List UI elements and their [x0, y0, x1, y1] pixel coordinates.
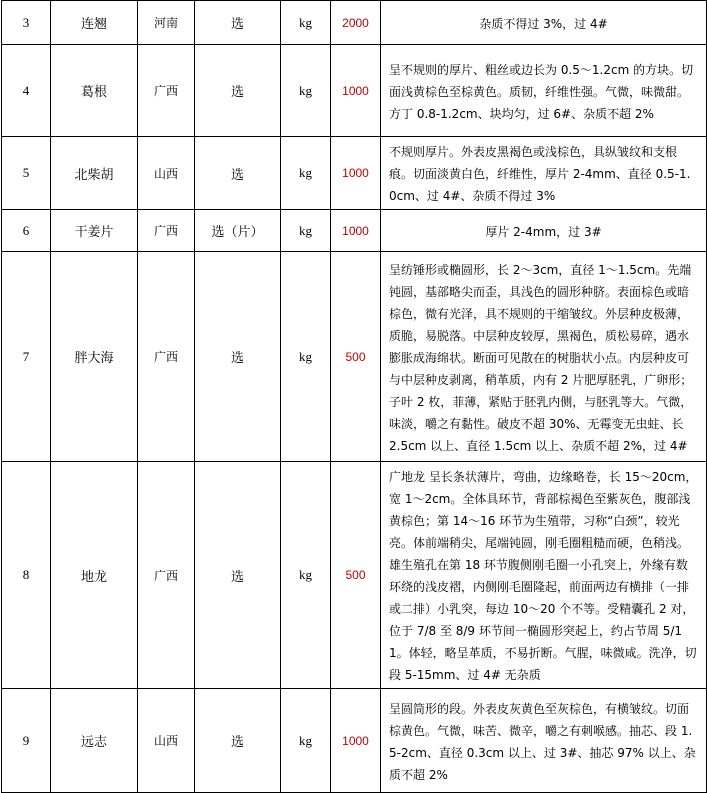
- grade: 选: [195, 1, 281, 45]
- herb-name: 地龙: [51, 462, 138, 689]
- quality-requirement-text: 呈纺锤形或椭圆形，长 2～3cm，直径 1～1.5cm。先端钝圆，基部略尖而歪，具浅色的圆形种脐。表面棕色或暗棕色，微有光泽，具不规则的干缩皱纹。外层种皮极薄，质脆，易脱落。中层种皮较厚，黑褐色，质松易碎，遇水膨胀成海绵状。断面可见散在的树脂状小点。内层种皮可与中层种皮剥离，稍革质，内有 2 片肥厚胚乳，广卵形；子叶 2 枚，菲薄，紧贴于胚乳内侧，与胚乳等大。气微，味淡，嚼之有黏性。破皮不超 30%、无霉变无虫蛀、长 2.5cm 以上、直径 1.5cm 以上、杂质不超 2%，过 4#: [389, 262, 693, 453]
- herb-name: 胖大海: [51, 252, 138, 462]
- grade: 选: [195, 689, 281, 793]
- quality-requirement-text: 呈不规则的厚片、粗丝或边长为 0.5～1.2cm 的方块。切面浅黄棕色至棕黄色。质韧，纤维性强。气微，味微甜。方丁 0.8-1.2cm、块均匀，过 6#、杂质不超 2%: [389, 62, 694, 121]
- quality-requirement: [381, 1, 707, 45]
- table-row: [2, 252, 707, 462]
- grade: 选: [195, 137, 281, 210]
- unit: kg: [281, 137, 331, 210]
- row-number: 8: [2, 462, 51, 689]
- origin: 山西: [138, 689, 195, 793]
- origin: 广西: [138, 45, 195, 137]
- quality-requirement-text: 呈圆筒形的段。外表皮灰黄色至灰棕色，有横皱纹。切面棕黄色。气微，味苦、微辛，嚼之有刺喉感。抽芯、段 1.5-2cm、直径 0.3cm 以上、过 3#、抽芯 97% 以上、杂质不超 2%: [389, 701, 696, 782]
- origin: 山西: [138, 137, 195, 210]
- quality-requirement-text: 不规则厚片。外表皮黑褐色或浅棕色，具纵皱纹和支根痕。切面淡黄白色，纤维性，厚片 2-4mm、直径 0.5-1.0cm、过 4#、杂质不得过 3%: [389, 145, 691, 203]
- quantity: 1000: [331, 45, 381, 137]
- row-number: 6: [2, 210, 51, 252]
- quality-requirement: [381, 210, 707, 252]
- herb-name: 葛根: [51, 45, 138, 137]
- table-row: [2, 462, 707, 689]
- quality-requirement: [381, 689, 707, 793]
- herb-name: 连翘: [51, 1, 138, 45]
- unit: kg: [281, 1, 331, 45]
- herb-name: 远志: [51, 689, 138, 793]
- origin: 广西: [138, 252, 195, 462]
- quantity: 1000: [331, 210, 381, 252]
- quantity: 1000: [331, 137, 381, 210]
- quantity: 500: [331, 252, 381, 462]
- herb-name: 北柴胡: [51, 137, 138, 210]
- unit: kg: [281, 252, 331, 462]
- quantity: 500: [331, 462, 381, 689]
- herb-name: 干姜片: [51, 210, 138, 252]
- quality-requirement: [381, 252, 707, 462]
- table-row: [2, 689, 707, 793]
- herb-spec-table: [1, 0, 707, 793]
- origin: 河南: [138, 1, 195, 45]
- unit: kg: [281, 462, 331, 689]
- row-number: 9: [2, 689, 51, 793]
- table-row: [2, 137, 707, 210]
- quality-requirement-text: 厚片 2-4mm，过 3#: [485, 224, 602, 239]
- table-row: [2, 210, 707, 252]
- quality-requirement-text: 杂质不得过 3%，过 4#: [479, 16, 608, 31]
- grade: 选: [195, 252, 281, 462]
- grade: 选: [195, 45, 281, 137]
- origin: 广西: [138, 210, 195, 252]
- quantity: 2000: [331, 1, 381, 45]
- unit: kg: [281, 210, 331, 252]
- quantity: 1000: [331, 689, 381, 793]
- row-number: 5: [2, 137, 51, 210]
- unit: kg: [281, 45, 331, 137]
- origin: 广西: [138, 462, 195, 689]
- quality-requirement: [381, 137, 707, 210]
- grade: 选（片）: [195, 210, 281, 252]
- grade: 选: [195, 462, 281, 689]
- unit: kg: [281, 689, 331, 793]
- quality-requirement-text: 广地龙 呈长条状薄片，弯曲，边缘略卷，长 15～20cm，宽 1～2cm。全体具环节，背部棕褐色至紫灰色，腹部浅黄棕色；第 14～16 环节为生殖带，习称“白颈”，较光亮。体前端稍尖，尾端钝圆，刚毛圈粗糙而硬，色稍浅。雄生殖孔在第 18 环节腹侧刚毛圈一小孔突上，外缘有数环绕的浅皮褶，内侧刚毛圈隆起，前面两边有横排（一排或二排）小乳突，每边 10～20 个不等。受精囊孔 2 对，位于 7/8 至 8/9 环节间一椭圆形突起上，约占节周 5/11。体轻，略呈革质，不易折断。气腥，味微咸。洗净，切段 5-15mm、过 4# 无杂质: [389, 470, 698, 682]
- table-row: [2, 45, 707, 137]
- row-number: 7: [2, 252, 51, 462]
- quality-requirement: [381, 45, 707, 137]
- row-number: 4: [2, 45, 51, 137]
- row-number: 3: [2, 1, 51, 45]
- quality-requirement: [381, 462, 707, 689]
- table-row: [2, 1, 707, 45]
